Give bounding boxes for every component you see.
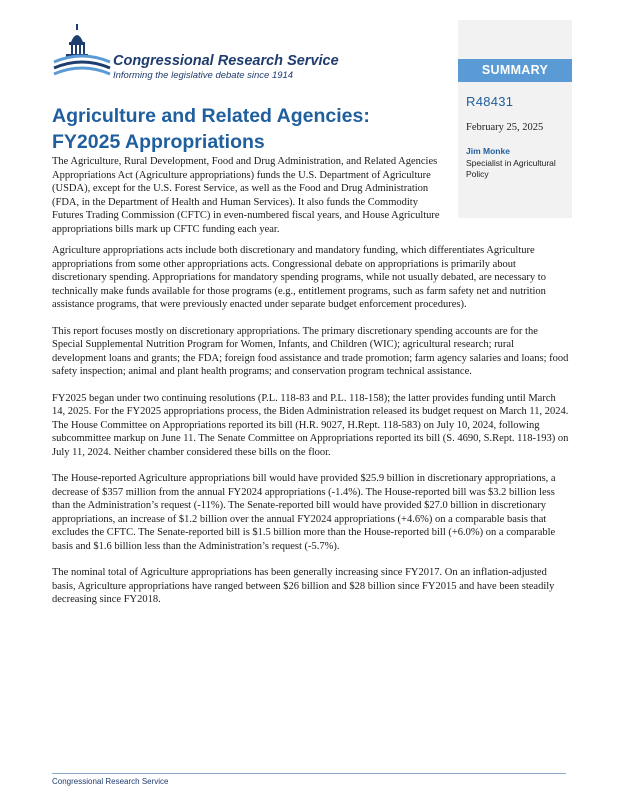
- footer-divider: [52, 773, 566, 774]
- body-text: [52, 244, 570, 620]
- body-paragraph: FY2025 began under two continuing resolutions (P.L. 118-83 and P.L. 118-158); the latter provides funding until March 14, 2025. For the FY2025 appropriations process, the Biden Administration released its budget request on March 11, 2024. The House Committee on Appropriations reported its bill (H.R. 9027, H.Rept. 118-583) on July 10, 2024, following subcommittee markup on June 11. The Senate Committee on Appropriations reported its bill (S. 4690, S.Rept. 118-193) on July 11, 2024. Neither chamber considered these bills on the floor.: [52, 392, 569, 458]
- body-paragraph: The Agriculture, Rural Development, Food and Drug Administration, and Related Agencies Appropriations Act (Agriculture appropriations) funds the U.S. Department of Agriculture (USDA), except for the U.S. Forest Service, as well as the Food and Drug Administration (FDA, in the Department of Health and Human Services). It also funds the Commodity Futures Trading Commission (CFTC) in even-numbered fiscal years, and House Agriculture appropriations bills mark up CFTC funding each year.: [52, 156, 440, 235]
- body-paragraph: Agriculture appropriations acts include both discretionary and mandatory funding, which differentiates Agriculture appropriations from some other appropriations acts. Congressional debate on appropriations is primarily about discretionary spending. Appropriations for mandatory spending programs, while not usually debated, are necessary to technically make funds available for those programs (e.g., entitlement programs, such as farm safety net and nutrition assistance programs, that were previously enacted under separate budget enforcement procedures).: [52, 245, 546, 310]
- org-tagline: Informing the legislative debate since 1914: [113, 70, 294, 81]
- report-date: February 25, 2025: [466, 122, 544, 133]
- footer-text: Congressional Research Service: [52, 777, 169, 786]
- org-name: Congressional Research Service: [113, 53, 339, 69]
- author-name[interactable]: Jim Monke: [466, 146, 510, 156]
- body-paragraph: This report focuses mostly on discretionary appropriations. The primary discretionary spending accounts are for the Special Supplemental Nutrition Program for Women, Infants, and Children (WIC); agricultural research; rural development loans and grants; the FDA; foreign food assistance and trade promotion; farm agency salaries and loans; food safety inspection; animal and plant health programs; and conservation program technical assistance.: [52, 325, 569, 377]
- page-title: [52, 103, 452, 155]
- body-paragraph: The nominal total of Agriculture appropriations has been generally increasing since FY2017. On an inflation-adjusted basis, Agriculture appropriations have ranged between $26 billion and $28 billion since FY2015 and have been steadily decreasing since FY2018.: [52, 567, 555, 605]
- author-title: Specialist in Agricultural Policy: [466, 158, 556, 179]
- title-line-1: Agriculture and Related Agencies:: [52, 105, 370, 127]
- report-number: R48431: [466, 94, 514, 109]
- capitol-dome-icon: [52, 22, 112, 84]
- summary-banner: SUMMARY: [458, 59, 572, 82]
- body-paragraph: The House-reported Agriculture appropriations bill would have provided $25.9 billion in discretionary appropriations, a decrease of $357 million from the annual FY2024 appropriations (-1.4%). The House-reported bill was $3.2 billion less than the Administration’s request (-11%). The Senate-reported bill would have provided $27.0 billion in discretionary appropriations, an increase of $1.2 billion over the annual FY2024 appropriations (+4.6%) on a comparable basis that excludes the CFTC. The Senate-reported bill is $1.5 billion more than the House-reported bill (+6.0%) on a comparable basis and $1.6 billion less than the Administration’s request (-5.7%).: [52, 473, 556, 552]
- summary-sidebar: [458, 20, 572, 218]
- crs-logo: [52, 22, 339, 84]
- title-line-2: FY2025 Appropriations: [52, 131, 265, 153]
